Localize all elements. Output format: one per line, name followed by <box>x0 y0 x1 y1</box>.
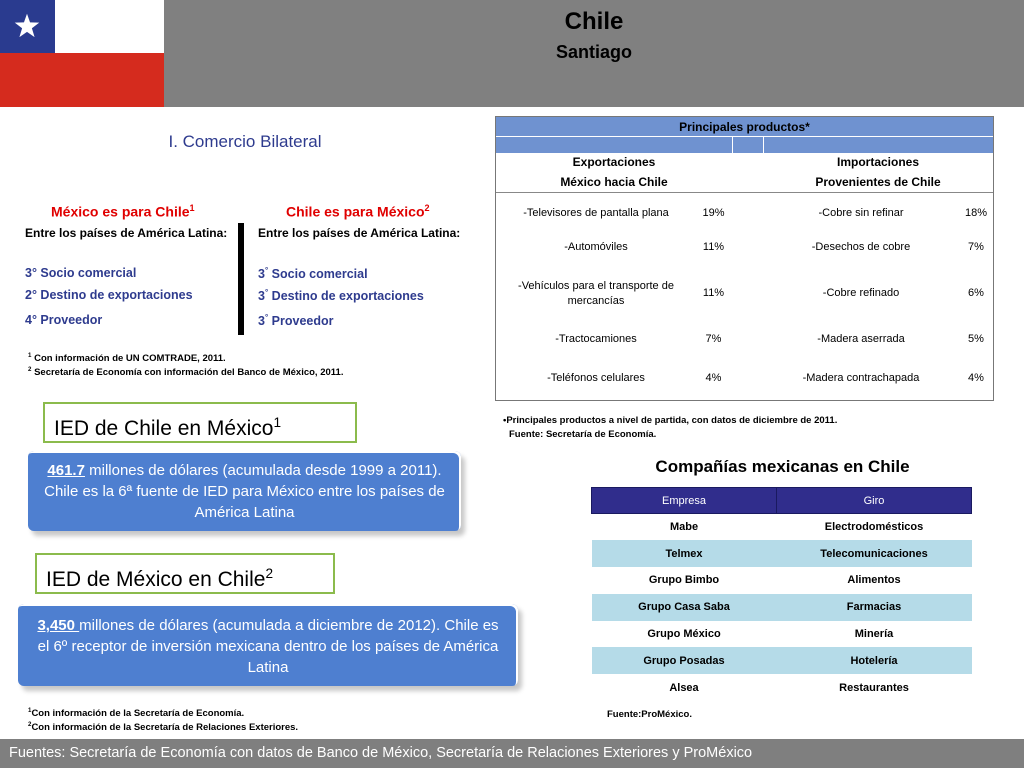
export-product: -Vehículos para el transporte de mercancías <box>518 280 674 307</box>
import-share: 4% <box>968 372 984 384</box>
chile-para-mexico-heading: Chile es para México$^2$ <box>286 203 430 220</box>
ied-mexico-title: IED de México en Chile$^2$ <box>35 553 335 594</box>
table-row: Grupo Casa Saba Farmacias <box>592 594 972 621</box>
divider <box>238 223 244 335</box>
rank-item: 2° Destino de exportaciones <box>25 288 193 302</box>
companies-col-giro: Giro <box>777 488 972 514</box>
ied-chile-amount: 461.7 <box>47 462 85 479</box>
export-share: 11% <box>702 241 725 253</box>
rank-item: 3° Proveedor <box>258 313 334 329</box>
imports-subheading: Provenientes de Chile <box>815 175 941 189</box>
export-share: 19% <box>702 207 725 219</box>
export-share: 4% <box>705 372 722 384</box>
products-subheader <box>496 137 993 153</box>
export-share: 11% <box>702 287 725 299</box>
rank-item: 4° Proveedor <box>25 313 103 327</box>
ied-mexico-text: millones de dólares (acumulada a diciembre de 2012). Chile es el 6º receptor de inversión mexicana dentro de los países de América Latina <box>37 617 499 676</box>
ied-chile-box <box>28 451 461 531</box>
table-row: Mabe Electrodomésticos <box>669 521 924 534</box>
rank-item: 3° Socio comercial <box>25 266 137 280</box>
rank-item: 3° Socio comercial <box>258 266 368 282</box>
export-product: -Automóviles <box>564 241 628 253</box>
import-product: -Madera aserrada <box>817 333 905 345</box>
import-product: -Cobre sin refinar <box>818 207 904 219</box>
table-row: Grupo México Minería <box>647 628 894 641</box>
ied-chile-title: IED de Chile en México$^1$ <box>43 402 357 443</box>
export-product: -Televisores de pantalla plana <box>523 207 669 219</box>
table-row: Grupo Bimbo Alimentos <box>648 574 901 587</box>
trade-note: $^1$ Con información de UN COMTRADE, 2011. <box>28 352 226 365</box>
export-product: -Tractocamiones <box>555 333 637 345</box>
ied-note: $^2$Con información de la Secretaría de Relaciones Exteriores. <box>28 721 299 734</box>
companies-col-empresa: Empresa <box>592 488 777 514</box>
companies-table <box>591 487 972 701</box>
ied-note: $^1$Con información de la Secretaría de Economía. <box>28 707 245 720</box>
products-table-title: Principales productos* <box>496 117 993 137</box>
import-share: 7% <box>968 241 984 253</box>
products-note: •Principales productos a nivel de partida, con datos de diciembre de 2011. <box>503 415 838 426</box>
import-product: -Madera contrachapada <box>802 372 920 384</box>
import-product: -Desechos de cobre <box>811 241 911 253</box>
export-product: -Teléfonos celulares <box>547 372 645 384</box>
mexico-para-chile-heading: México es para Chile$^1$ <box>51 203 195 220</box>
export-share: 7% <box>705 333 722 345</box>
table-row: Alsea Restaurantes <box>669 681 909 694</box>
exports-heading: Exportaciones <box>572 155 656 169</box>
import-share: 5% <box>968 333 984 345</box>
section-title: I. Comercio Bilateral <box>168 132 322 151</box>
ied-mexico-box <box>18 604 518 686</box>
mexico-para-chile-intro: Entre los países de América Latina: <box>25 226 228 240</box>
exports-subheading: México hacia Chile <box>560 175 668 189</box>
products-table <box>495 116 994 401</box>
trade-note: $^2$ Secretaría de Economía con información del Banco de México, 2011. <box>28 366 344 379</box>
import-share: 18% <box>964 207 988 219</box>
chile-para-mexico-intro: Entre los países de América Latina: <box>258 226 461 240</box>
table-row: Grupo Posadas Hotelería <box>592 647 972 674</box>
companies-title: Compañías mexicanas en Chile <box>655 457 910 476</box>
footer-sources: Fuentes: Secretaría de Economía con datos de Banco de México, Secretaría de Relaciones Exteriores y ProMéxico <box>0 739 1024 768</box>
ied-mexico-amount: 3,450 <box>37 617 80 634</box>
table-row: Telmex Telecomunicaciones <box>592 540 972 567</box>
import-share: 6% <box>968 287 984 299</box>
star-icon <box>13 12 41 40</box>
import-product: -Cobre refinado <box>822 287 900 299</box>
imports-heading: Importaciones <box>836 155 920 169</box>
rank-item: 3° Destino de exportaciones <box>258 288 424 304</box>
page-subtitle: Santiago <box>555 42 632 62</box>
ied-chile-text: millones de dólares (acumulada desde 1999 a 2011). Chile es la 6ª fuente de IED para México entre los países de América Latina <box>44 462 445 521</box>
page-title: Chile <box>564 8 624 35</box>
products-source: Fuente: Secretaría de Economía. <box>509 429 657 440</box>
chile-flag <box>0 0 164 107</box>
companies-source: Fuente:ProMéxico. <box>607 709 692 720</box>
